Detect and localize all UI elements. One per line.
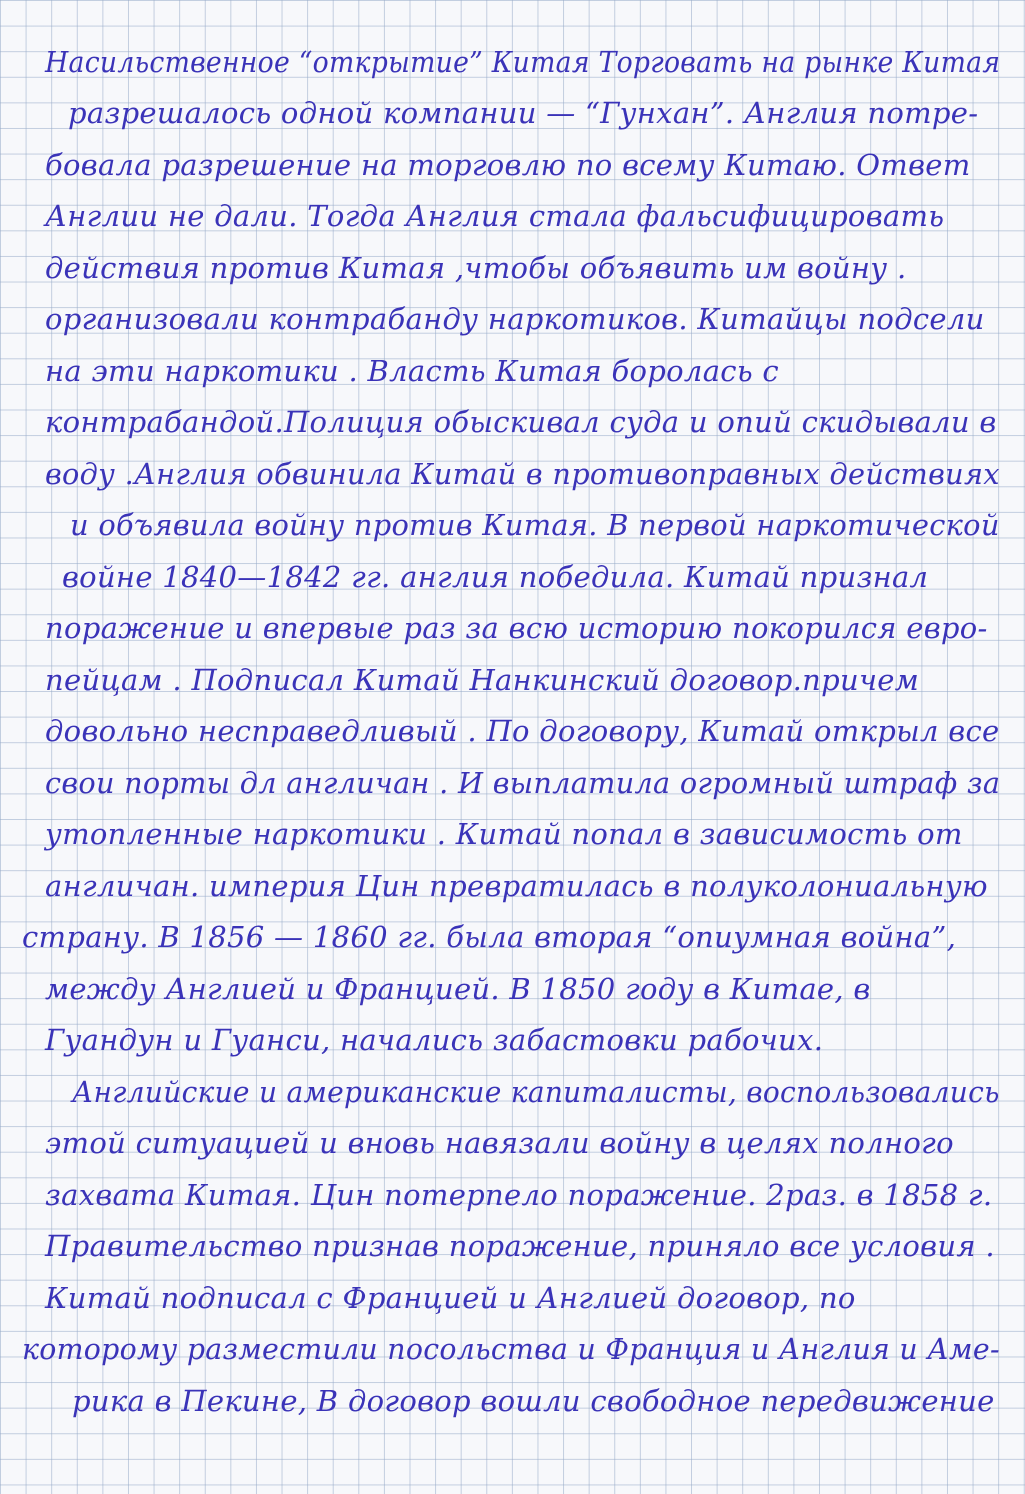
text-line: пейцам . Подписал Китай Нанкинский договор.причем bbox=[45, 663, 920, 697]
text-line: страну. В 1856 — 1860 гг. была вторая “опиумная война”, bbox=[22, 920, 957, 954]
text-line: бовала разрешение на торговлю по всему Китаю. Ответ bbox=[45, 148, 971, 182]
text-line: англичан. империя Цин превратилась в полуколониальную bbox=[45, 869, 988, 903]
text-line: Гуандун и Гуанси, начались забастовки рабочих. bbox=[45, 1023, 824, 1057]
text-line: Китай подписал с Францией и Англией договор, по bbox=[45, 1281, 856, 1315]
text-line: разрешалось одной компании — “Гунхан”. Англия потре- bbox=[68, 96, 979, 130]
text-line: Насильственное “открытие” Китая Торговать на рынке Китая bbox=[45, 45, 1001, 79]
text-line: рика в Пекине, В договор вошли свободное передвижение bbox=[72, 1384, 995, 1418]
text-line: действия против Китая ,чтобы объявить им войну . bbox=[45, 251, 907, 285]
text-line: Правительство признав поражение, приняло все условия . bbox=[45, 1229, 995, 1263]
text-line: воду .Англия обвинила Китай в противоправных действиях bbox=[45, 457, 1000, 491]
text-line: свои порты дл англичан . И выплатила огромный штраф за bbox=[45, 766, 1001, 800]
text-line: организовали контрабанду наркотиков. Китайцы подсели bbox=[45, 302, 985, 336]
text-line: Английские и американские капиталисты, воспользовались bbox=[72, 1075, 1000, 1109]
text-line: и объявила войну против Китая. В первой наркотической bbox=[70, 508, 1000, 542]
text-line: утопленные наркотики . Китай попал в зависимость от bbox=[45, 817, 963, 851]
text-line: этой ситуацией и вновь навязали войну в целях полного bbox=[45, 1126, 954, 1160]
text-line: довольно несправедливый . По договору, Китай открыл все bbox=[45, 714, 1000, 748]
text-line: контрабандой.Полиция обыскивал суда и опий скидывали в bbox=[45, 405, 997, 439]
text-line: поражение и впервые раз за всю историю покорился евро- bbox=[45, 611, 988, 645]
text-line: на эти наркотики . Власть Китая боролась с bbox=[45, 354, 779, 388]
text-line: между Англией и Францией. В 1850 году в Китае, в bbox=[45, 972, 871, 1006]
text-line: войне 1840—1842 гг. англия победила. Китай признал bbox=[62, 560, 929, 594]
text-line: захвата Китая. Цин потерпело поражение. 2раз. в 1858 г. bbox=[45, 1178, 993, 1212]
text-line: которому разместили посольства и Франция и Англия и Аме- bbox=[22, 1332, 1000, 1366]
text-line: Англии не дали. Тогда Англия стала фальсифицировать bbox=[45, 199, 945, 233]
